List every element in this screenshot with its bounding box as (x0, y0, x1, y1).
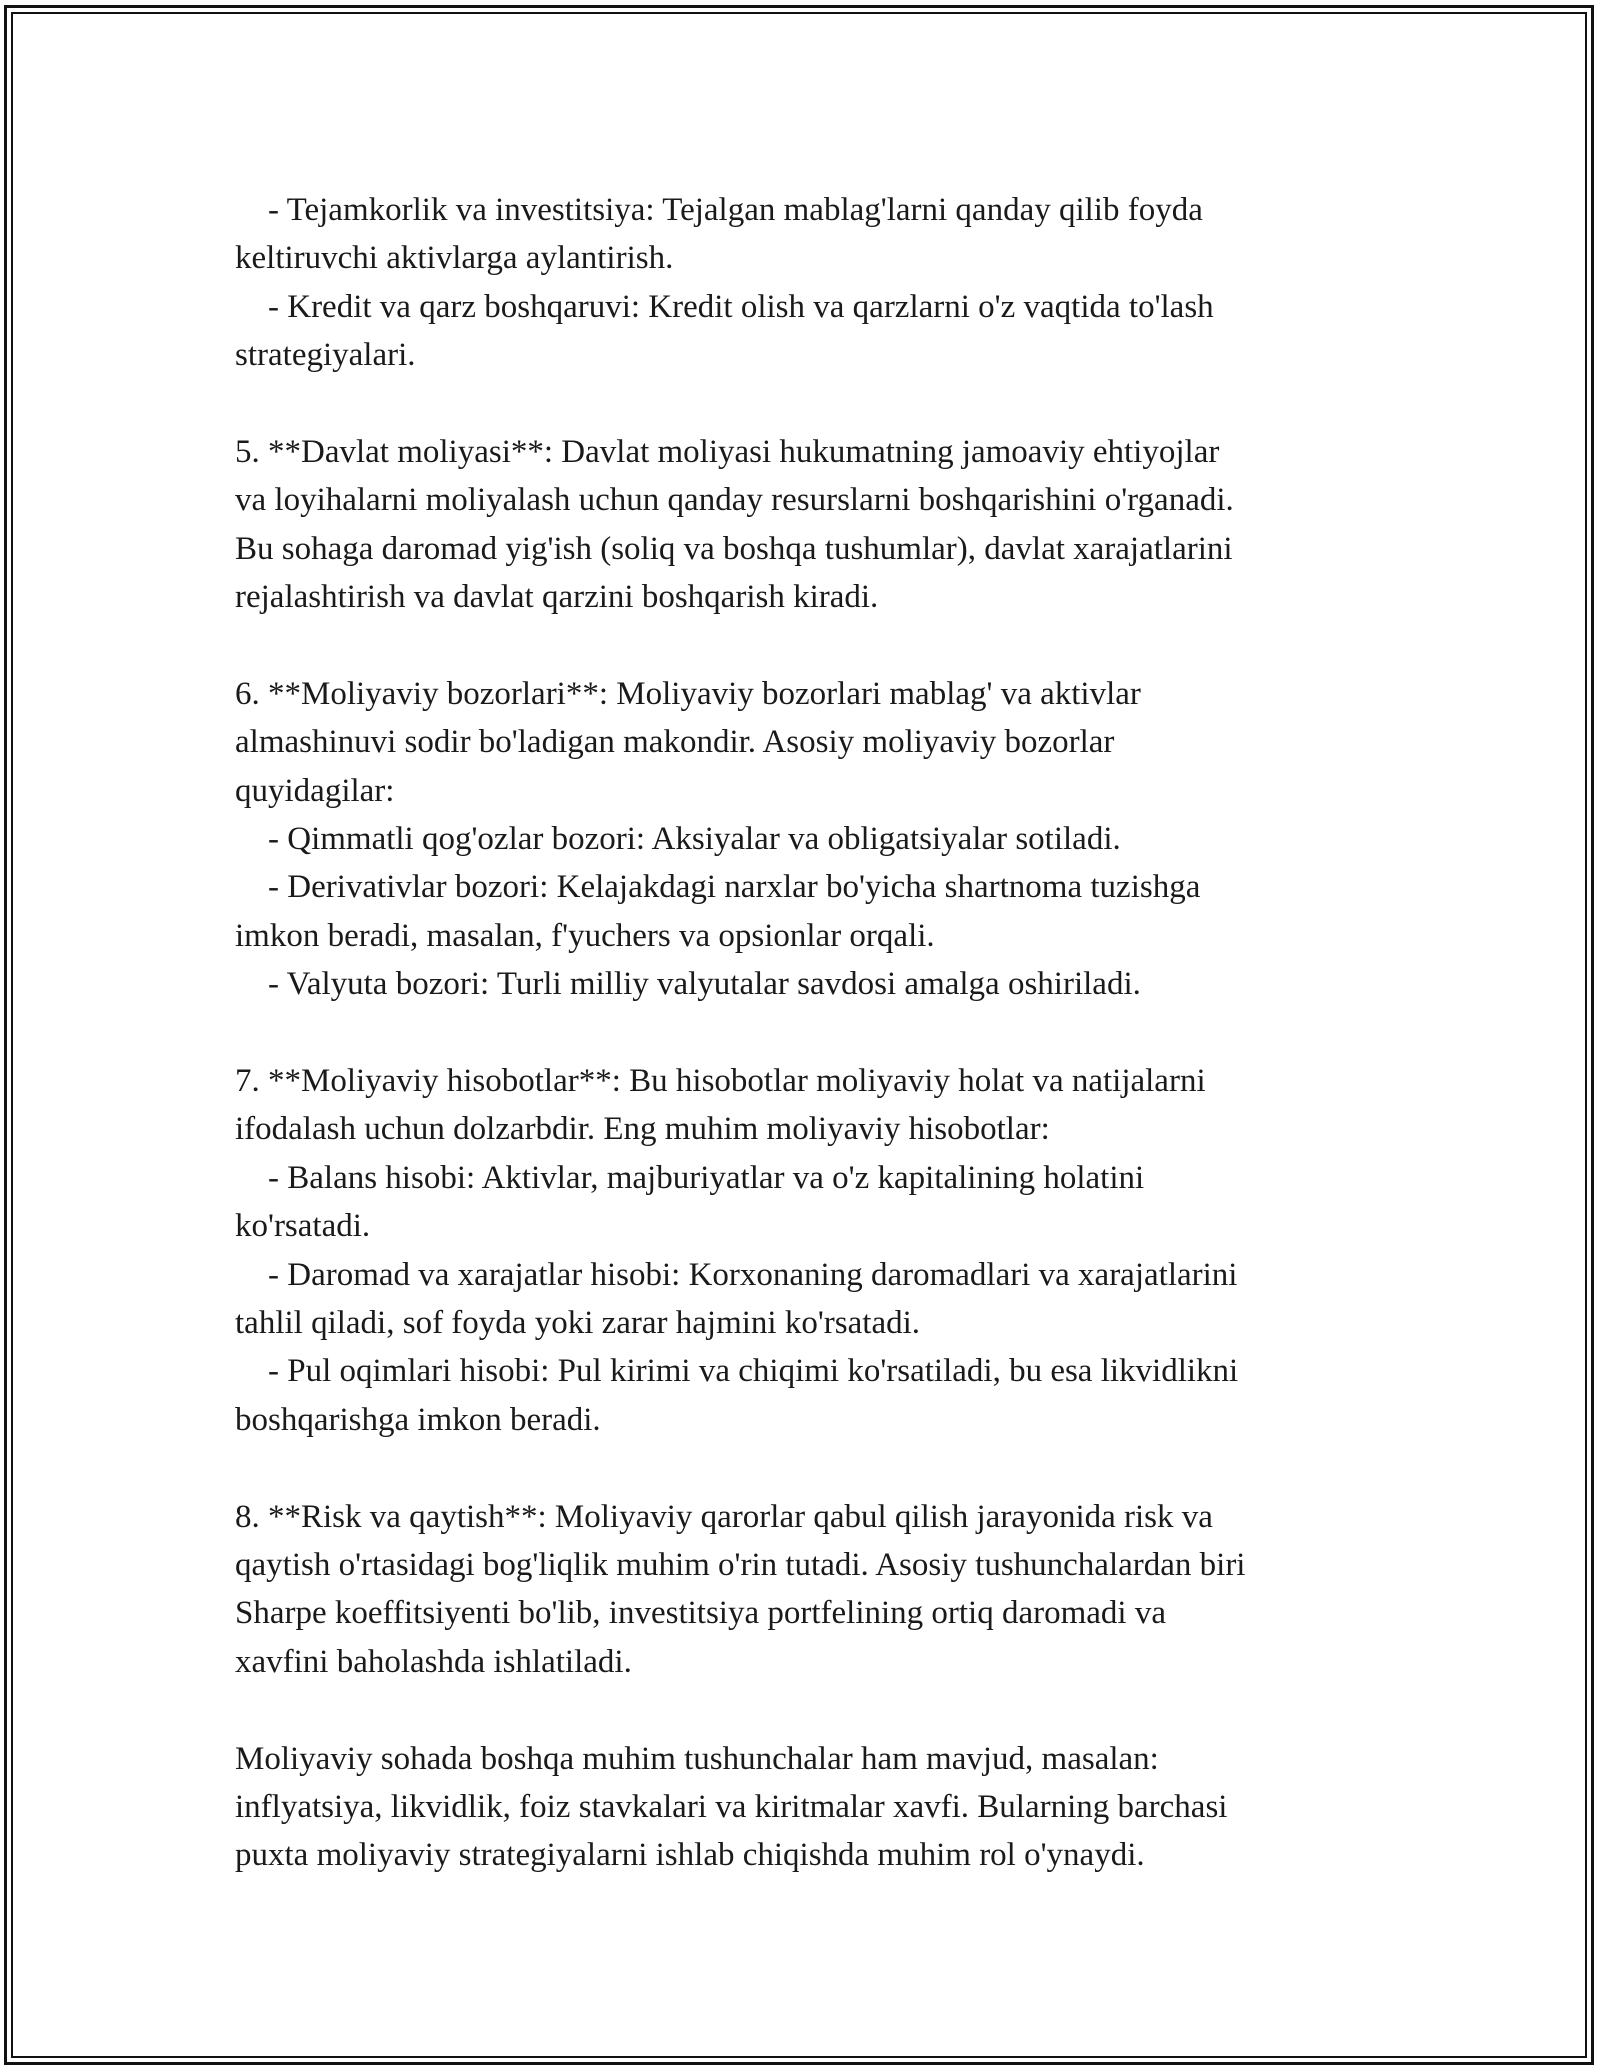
text-line: puxta moliyaviy strategiyalarni ishlab chiqishda muhim rol o'ynaydi. (235, 1837, 1145, 1874)
paragraph-gap (235, 1444, 1395, 1492)
text-line: - Qimmatli qog'ozlar bozori: Aksiyalar va obligatsiyalar sotiladi. (235, 821, 1121, 858)
text-line: rejalashtirish va davlat qarzini boshqarish kiradi. (235, 579, 879, 616)
text-line: almashinuvi sodir bo'ladigan makondir. Asosiy moliyaviy bozorlar (235, 724, 1115, 761)
text-line: Bu sohaga daromad yig'ish (soliq va boshqa tushumlar), davlat xarajatlarini (235, 530, 1233, 567)
text-line: qaytish o'rtasidagi bog'liqlik muhim o'rin tutadi. Asosiy tushunchalardan biri (235, 1546, 1246, 1583)
text-line: Sharpe koeffitsiyenti bo'lib, investitsiya portfelining ortiq daromadi va (235, 1595, 1166, 1632)
text-line: - Tejamkorlik va investitsiya: Tejalgan mablag'larni qanday qilib foyda (235, 192, 1203, 228)
text-line: - Balans hisobi: Aktivlar, majburiyatlar va o'z kapitalining holatini (235, 1159, 1145, 1196)
text-line: 7. **Moliyaviy hisobotlar**: Bu hisobotlar moliyaviy holat va natijalarni (235, 1063, 1206, 1100)
text-line: xavfini baholashda ishlatiladi. (235, 1643, 632, 1680)
text-line: boshqarishga imkon beradi. (235, 1401, 601, 1438)
text-line: inflyatsiya, likvidlik, foiz stavkalari va kiritmalar xavfi. Bularning barchasi (235, 1788, 1228, 1825)
text-line: - Derivativlar bozori: Kelajakdagi narxlar bo'yicha shartnoma tuzishga (235, 869, 1201, 906)
text-line: keltiruvchi aktivlarga aylantirish. (235, 240, 674, 277)
text-line: imkon beradi, masalan, f'yuchers va opsionlar orqali. (235, 917, 935, 954)
text-line: ko'rsatadi. (235, 1208, 371, 1245)
text-line: 5. **Davlat moliyasi**: Davlat moliyasi hukumatning jamoaviy ehtiyojlar (235, 433, 1220, 470)
text-line: - Kredit va qarz boshqaruvi: Kredit olish va qarzlarni o'z vaqtida to'lash (235, 288, 1214, 325)
text-line: Moliyaviy sohada boshqa muhim tushunchalar ham mavjud, masalan: (235, 1740, 1159, 1777)
paragraph-gap (235, 622, 1395, 670)
text-line: quyidagilar: (235, 772, 395, 809)
text-line: - Pul oqimlari hisobi: Pul kirimi va chiqimi ko'rsatiladi, bu esa likvidlikni (235, 1353, 1239, 1390)
text-line: tahlil qiladi, sof foyda yoki zarar hajmini ko'rsatadi. (235, 1304, 921, 1341)
text-line: - Valyuta bozori: Turli milliy valyutalar savdosi amalga oshiriladi. (235, 966, 1141, 1003)
text-line: strategiyalari. (235, 337, 416, 374)
paragraph-gap (235, 380, 1395, 428)
text-line: 8. **Risk va qaytish**: Moliyaviy qarorlar qabul qilish jarayonida risk va (235, 1498, 1213, 1535)
paragraph-gap (235, 1009, 1395, 1057)
text-line: 6. **Moliyaviy bozorlari**: Moliyaviy bozorlari mablag' va aktivlar (235, 675, 1141, 712)
document-body (235, 186, 1395, 1880)
text-line: va loyihalarni moliyalash uchun qanday resurslarni boshqarishini o'rganadi. (235, 482, 1234, 519)
text-line: ifodalash uchun dolzarbdir. Eng muhim moliyaviy hisobotlar: (235, 1111, 1050, 1148)
text-line: - Daromad va xarajatlar hisobi: Korxonaning daromadlari va xarajatlarini (235, 1256, 1238, 1293)
paragraph-gap (235, 1686, 1395, 1734)
